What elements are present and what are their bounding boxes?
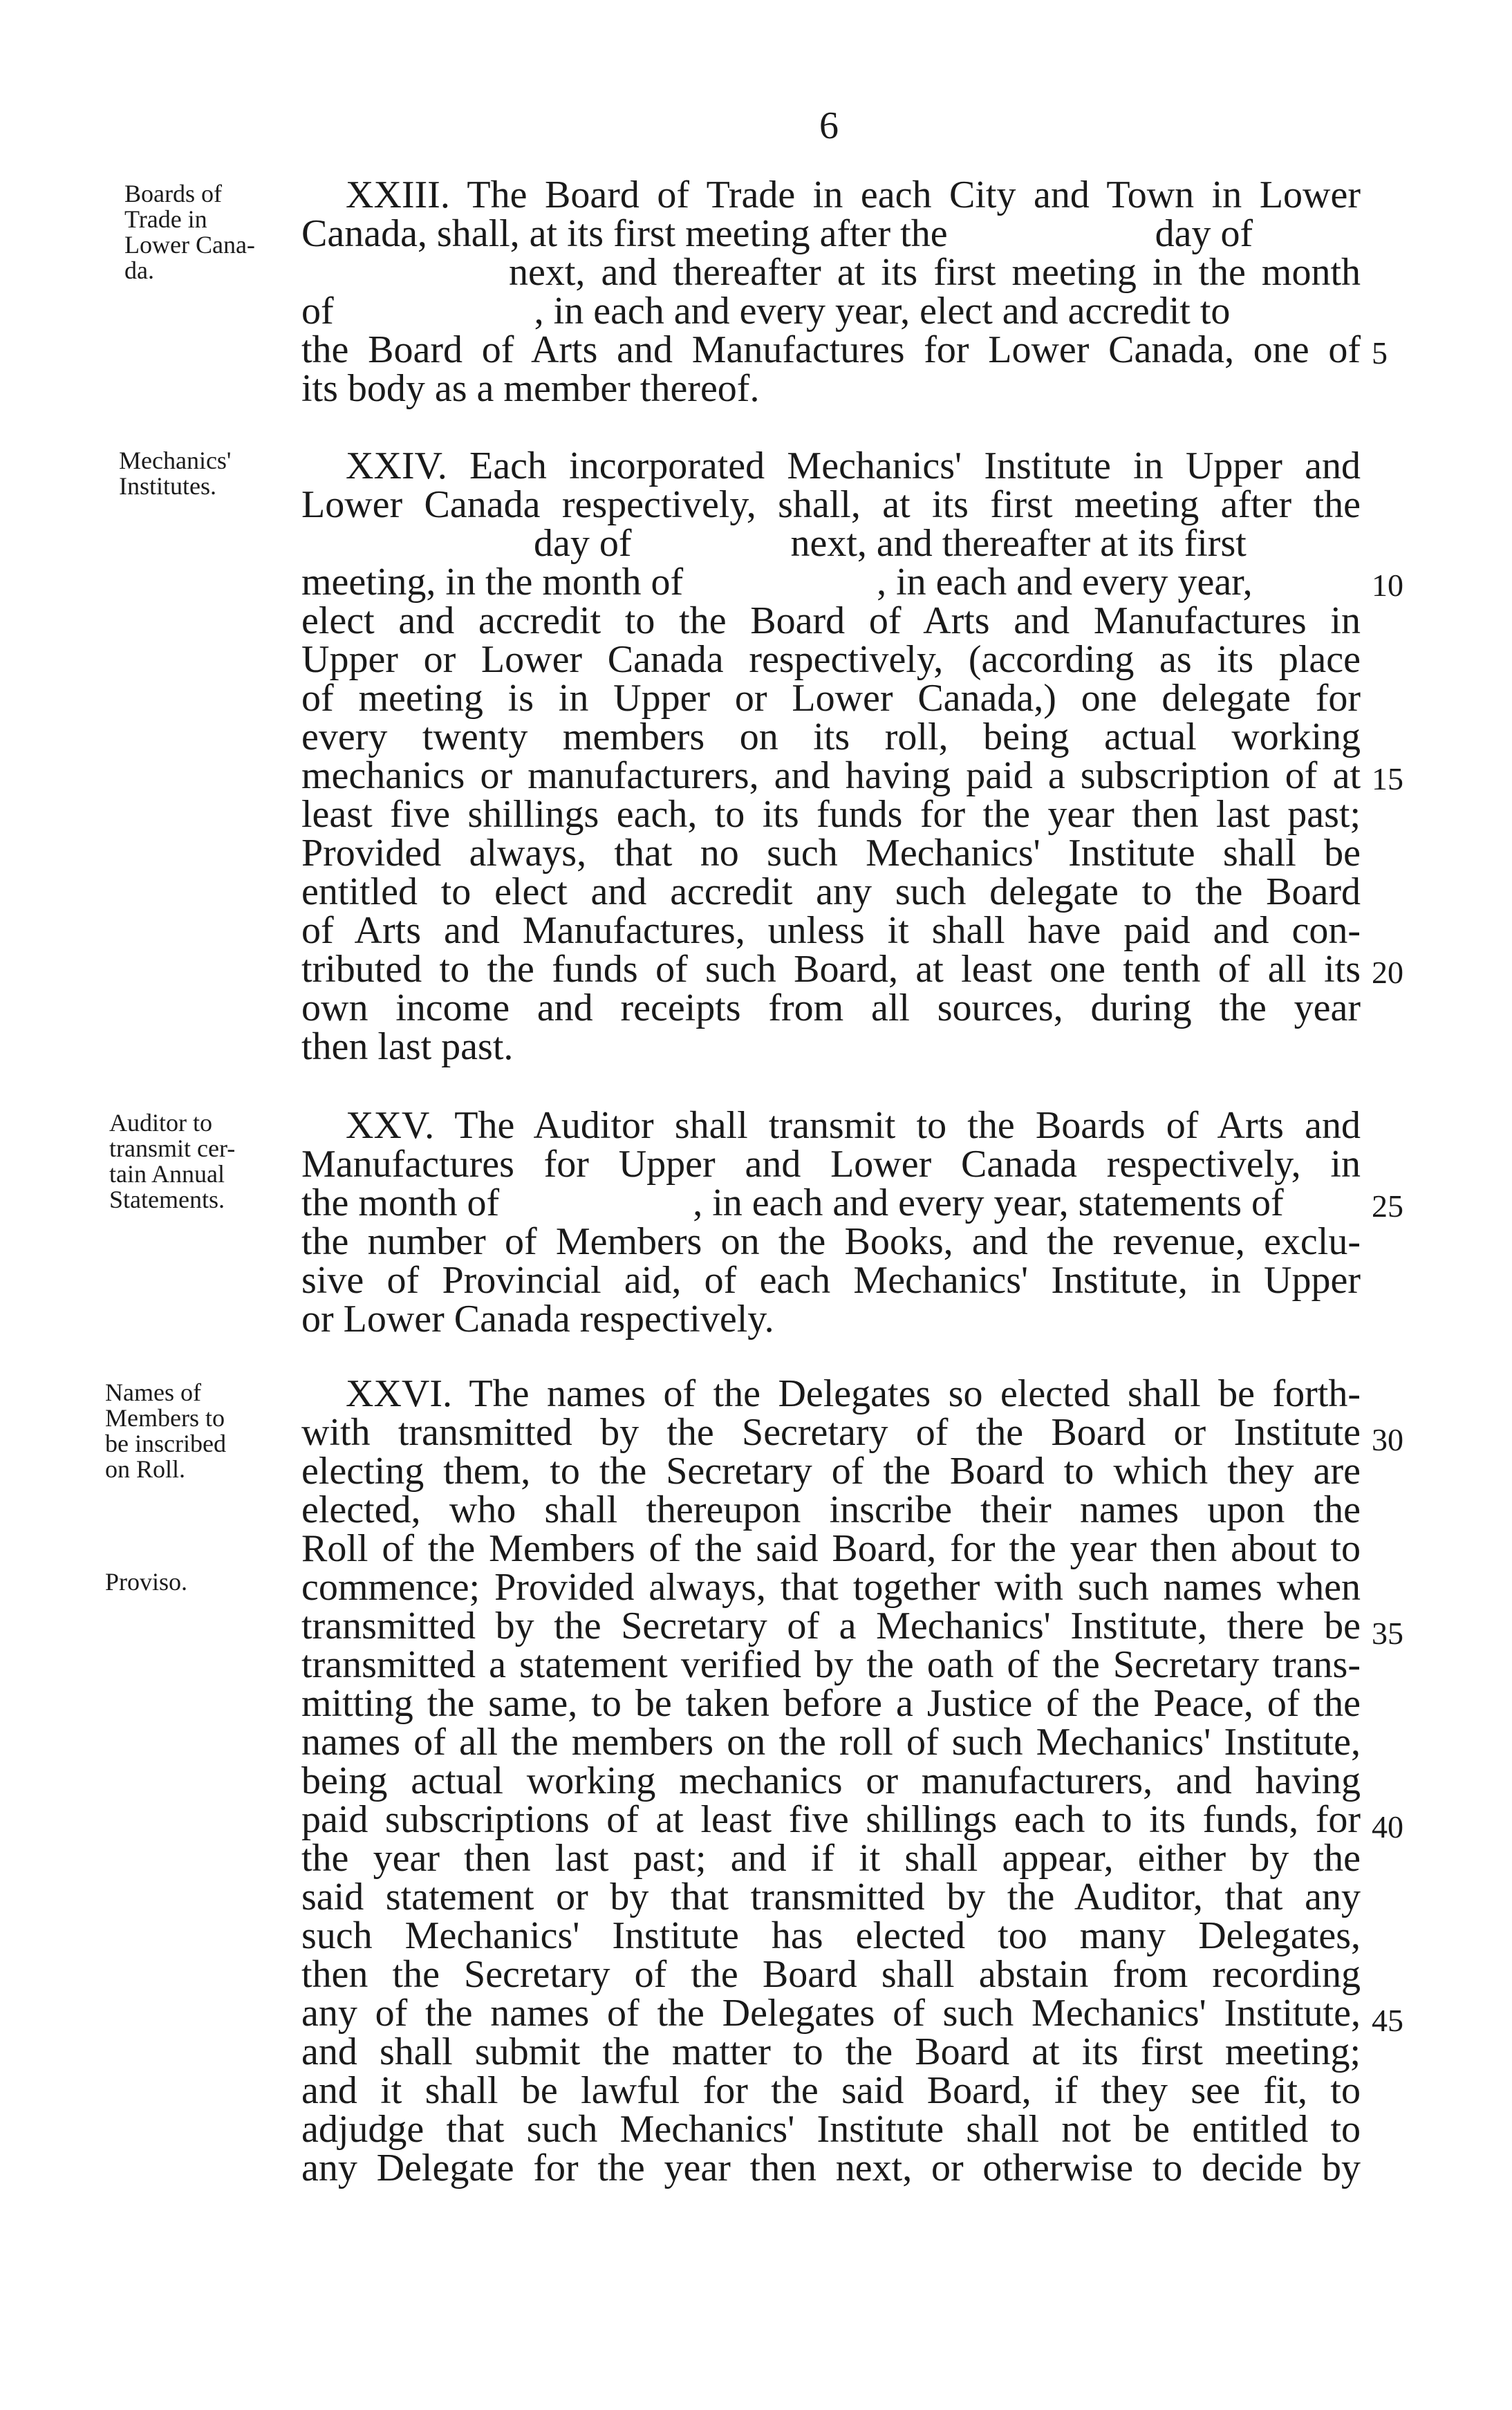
- text-line: next, and thereafter at its first meeting in the month: [509, 251, 1361, 294]
- line-number-5: 5: [1372, 335, 1388, 371]
- margin-note-line: da.: [124, 256, 154, 284]
- text-line: transmitted a statement verified by the oath of the Secretary trans-: [301, 1643, 1361, 1686]
- text-line: electing them, to the Secretary of the Board to which they are: [301, 1450, 1361, 1493]
- text-line: its body as a member thereof.: [301, 367, 760, 410]
- margin-note-line: transmit cer-: [109, 1134, 236, 1162]
- margin-note-line: Auditor to: [109, 1109, 212, 1137]
- text-line: elect and accredit to the Board of Arts and Manufactures in: [301, 599, 1361, 642]
- text-line: of meeting is in Upper or Lower Canada,) one delegate for: [301, 677, 1361, 720]
- margin-note-line: Proviso.: [105, 1568, 188, 1596]
- line-segment: meeting, in the month of: [301, 561, 684, 604]
- text-line: Manufactures for Upper and Lower Canada respectively, in: [301, 1143, 1361, 1186]
- line-number-45: 45: [1372, 2003, 1403, 2038]
- text-line: Roll of the Members of the said Board, for the year then about to: [301, 1527, 1361, 1570]
- margin-note-line: be inscribed: [105, 1430, 226, 1457]
- text-line: own income and receipts from all sources, during the year: [301, 987, 1361, 1029]
- text-line: Provided always, that no such Mechanics' Institute shall be: [301, 832, 1361, 875]
- text-line: names of all the members on the roll of such Mechanics' Institute,: [301, 1721, 1361, 1764]
- margin-note-auditor: [109, 1110, 289, 1213]
- text-line: the year then last past; and if it shall appear, either by the: [301, 1837, 1361, 1880]
- margin-note-line: Statements.: [109, 1186, 225, 1213]
- text-line: least five shillings each, to its funds for the year then last past;: [301, 793, 1361, 836]
- text-line: [301, 213, 1253, 254]
- margin-note-boards-of-trade: [124, 181, 304, 283]
- text-line: elected, who shall thereupon inscribe their names upon the: [301, 1488, 1361, 1531]
- margin-note-line: on Roll.: [105, 1455, 186, 1483]
- margin-note-line: Trade in: [124, 205, 207, 233]
- text-line: tributed to the funds of such Board, at least one tenth of all its: [301, 948, 1361, 991]
- text-line: said statement or by that transmitted by the Auditor, that any: [301, 1876, 1361, 1918]
- text-line: any Delegate for the year then next, or otherwise to decide by: [301, 2147, 1361, 2189]
- text-line: Lower Canada respectively, shall, at its first meeting after the: [301, 483, 1361, 526]
- text-line: mitting the same, to be taken before a Justice of the Peace, of the: [301, 1682, 1361, 1725]
- text-line: [301, 1182, 1284, 1224]
- text-line: being actual working mechanics or manufacturers, and having: [301, 1759, 1361, 1802]
- text-line: adjudge that such Mechanics' Institute shall not be entitled to: [301, 2108, 1361, 2151]
- text-line: paid subscriptions of at least five shillings each to its funds, for: [301, 1798, 1361, 1841]
- line-number-25: 25: [1372, 1188, 1403, 1224]
- line-segment: , in each and every year,: [877, 561, 1253, 604]
- margin-note-names-of-members: [105, 1380, 285, 1482]
- text-line: XXVI. The names of the Delegates so elected shall be forth-: [346, 1372, 1361, 1415]
- text-line: transmitted by the Secretary of a Mechanics' Institute, there be: [301, 1605, 1361, 1647]
- text-line: Upper or Lower Canada respectively, (according as its place: [301, 638, 1361, 681]
- text-line: with transmitted by the Secretary of the Board or Institute: [301, 1411, 1361, 1454]
- line-number-20: 20: [1372, 955, 1403, 990]
- margin-note-proviso: [105, 1569, 285, 1595]
- margin-note-line: Members to: [105, 1404, 225, 1432]
- text-line: and shall submit the matter to the Board at its first meeting;: [301, 2030, 1361, 2073]
- line-number-30: 30: [1372, 1422, 1403, 1457]
- text-line: XXV. The Auditor shall transmit to the Boards of Arts and: [346, 1104, 1361, 1147]
- text-line: commence; Provided always, that together with such names when: [301, 1566, 1361, 1609]
- margin-note-line: tain Annual: [109, 1160, 225, 1188]
- margin-note-mechanics-institutes: [119, 448, 299, 499]
- text-line: mechanics or manufacturers, and having paid a subscription of at: [301, 754, 1361, 797]
- text-line: any of the names of the Delegates of such Mechanics' Institute,: [301, 1992, 1361, 2035]
- text-line: the Board of Arts and Manufactures for Lower Canada, one of: [301, 328, 1361, 371]
- text-line: then the Secretary of the Board shall abstain from recording: [301, 1953, 1361, 1996]
- text-line: every twenty members on its roll, being actual working: [301, 716, 1361, 758]
- line-segment: Canada, shall, at its first meeting after the: [301, 212, 948, 255]
- text-line: or Lower Canada respectively.: [301, 1298, 774, 1341]
- page-number: 6: [819, 104, 839, 147]
- text-line: of Arts and Manufactures, unless it shall have paid and con-: [301, 909, 1361, 952]
- line-number-15: 15: [1372, 761, 1403, 796]
- text-line: the number of Members on the Books, and the revenue, exclu-: [301, 1220, 1361, 1263]
- text-line: and it shall be lawful for the said Board, if they see fit, to: [301, 2069, 1361, 2112]
- text-line: [534, 523, 1247, 564]
- margin-note-line: Mechanics': [119, 447, 232, 474]
- text-line: sive of Provincial aid, of each Mechanics' Institute, in Upper: [301, 1259, 1361, 1302]
- margin-note-line: Institutes.: [119, 472, 216, 500]
- line-segment: of: [301, 290, 334, 333]
- text-line: XXIV. Each incorporated Mechanics' Institute in Upper and: [346, 445, 1361, 487]
- text-line: [301, 561, 1253, 603]
- line-segment: the month of: [301, 1181, 500, 1224]
- line-segment: , in each and every year, elect and accredit to: [534, 290, 1231, 333]
- line-number-10: 10: [1372, 568, 1403, 603]
- line-segment: , in each and every year, statements of: [693, 1181, 1284, 1224]
- text-line: [301, 290, 1230, 332]
- margin-note-line: Boards of: [124, 180, 222, 207]
- line-segment: next, and thereafter at its first: [790, 522, 1247, 565]
- text-line: entitled to elect and accredit any such delegate to the Board: [301, 870, 1361, 913]
- margin-note-line: Names of: [105, 1379, 201, 1406]
- line-segment: day of: [1155, 212, 1253, 255]
- margin-note-line: Lower Cana-: [124, 231, 255, 259]
- line-number-35: 35: [1372, 1616, 1403, 1651]
- text-line: such Mechanics' Institute has elected too many Delegates,: [301, 1914, 1361, 1957]
- text-line: then last past.: [301, 1025, 514, 1068]
- line-segment: day of: [534, 522, 632, 565]
- text-line: XXIII. The Board of Trade in each City and Town in Lower: [346, 174, 1361, 216]
- line-number-40: 40: [1372, 1809, 1403, 1844]
